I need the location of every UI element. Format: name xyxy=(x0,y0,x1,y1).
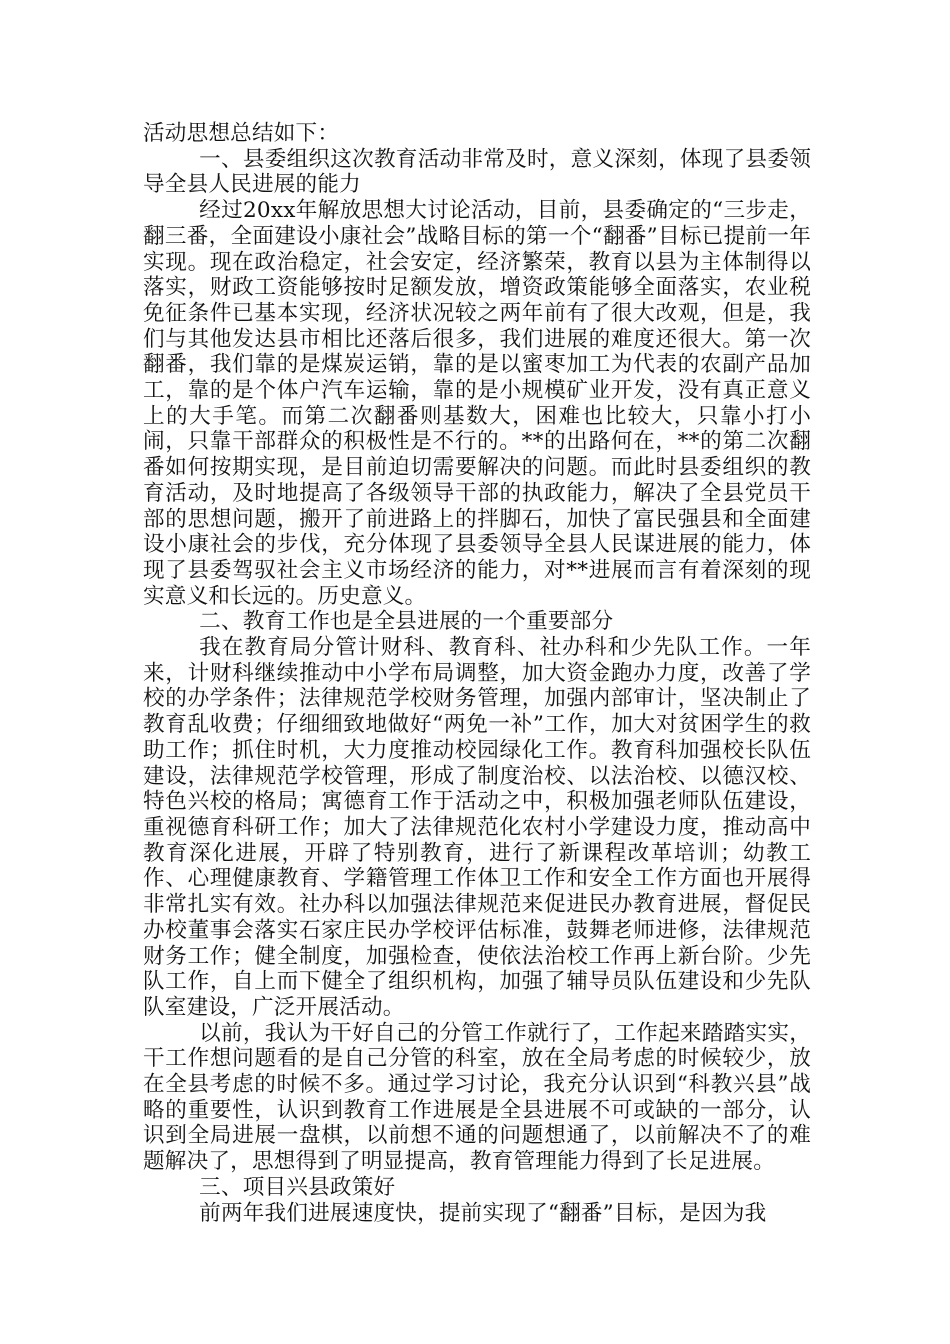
body-paragraph-1: 经过20xx年解放思想大讨论活动，目前，县委确定的“三步走，翻三番，全面建设小康社会”战略目标的第一个“翻番”目标已提前一年实现。现在政治稳定，社会安定，经济繁荣，教育以县为主体制得以落实，财政工资能够按时足额发放，增资政策能够全面落实，农业税免征条件已基本实现，经济状况较之两年前有了很大改观，但是，我们与其他发达县市相比还落后很多，我们进展的难度还很大。第一次翻番，我们靠的是煤炭运销，靠的是以蜜枣加工为代表的农副产品加工，靠的是个体户汽车运输，靠的是小规模矿业开发，没有真正意义上的大手笔。而第二次翻番则基数大，困难也比较大，只靠小打小闹，只靠干部群众的积极性是不行的。**的出路何在，**的第二次翻番如何按期实现，是目前迫切需要解决的问题。而此时县委组织的教育活动，及时地提高了各级领导干部的执政能力，解决了全县党员干部的思想问题，搬开了前进路上的拌脚石，加快了富民强县和全面建设小康社会的步伐，充分体现了县委领导全县人民谋进展的能力，体现了县委驾驭社会主义市场经济的能力，对**进展而言有着深刻的现实意义和长远的。历史意义。 xyxy=(143,198,811,609)
body-paragraph-3: 以前，我认为干好自己的分管工作就行了，工作起来踏踏实实，干工作想问题看的是自己分管的科室，放在全局考虑的时候较少，放在全县考虑的时候不多。通过学习讨论，我充分认识到“科教兴县”战略的重要性，认识到教育工作进展是全县进展不可或缺的一部分，认识到全局进展一盘棋，以前想不通的问题想通了，以前解决不了的难题解决了，思想得到了明显提高，教育管理能力得到了长足进展。 xyxy=(143,1020,811,1175)
intro-line: 活动思想总结如下： xyxy=(143,121,340,146)
section-heading-3: 三、项目兴县政策好 xyxy=(199,1174,396,1200)
section-heading-2: 二、教育工作也是全县进展的一个重要部分 xyxy=(199,609,614,635)
document-page xyxy=(143,121,811,1226)
section-heading-1: 一、县委组织这次教育活动非常及时，意义深刻，体现了县委领导全县人民进展的能力 xyxy=(143,146,811,198)
body-paragraph-4: 前两年我们进展速度快，提前实现了“翻番”目标，是因为我 xyxy=(199,1200,767,1226)
body-paragraph-2: 我在教育局分管计财科、教育科、社办科和少先队工作。一年来，计财科继续推动中小学布局调整，加大资金跑办力度，改善了学校的办学条件；法律规范学校财务管理，加强内部审计，坚决制止了教育乱收费；仔细细致地做好“两免一补”工作，加大对贫困学生的救助工作；抓住时机，大力度推动校园绿化工作。教育科加强校长队伍建设，法律规范学校管理，形成了制度治校、以法治校、以德汉校、特色兴校的格局；寓德育工作于活动之中，积极加强老师队伍建设，重视德育科研工作；加大了法律规范化农村小学建设力度，推动高中教育深化进展，开辟了特别教育，进行了新课程改革培训；幼教工作、心理健康教育、学籍管理工作体卫工作和安全工作方面也开展得非常扎实有效。社办科以加强法律规范来促进民办教育进展，督促民办校董事会落实石家庄民办学校评估标准，鼓舞老师进修，法律规范财务工作；健全制度，加强检查，使依法治校工作再上新台阶。少先队工作，自上而下健全了组织机构，加强了辅导员队伍建设和少先队队室建设，广泛开展活动。 xyxy=(143,635,811,1020)
